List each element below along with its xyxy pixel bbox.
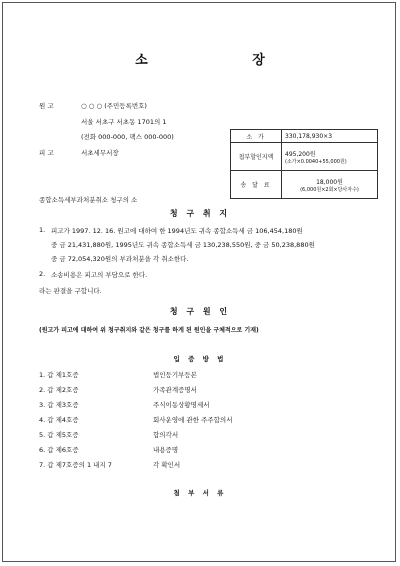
claim-line: 중 금 21,431,880원, 1995년도 귀속 종합소득세 금 130,238,550원, 중 금 50,238,880원 [51, 241, 315, 249]
table-value: 495,200원 (소가×0.0040+55,000원) [282, 143, 378, 171]
evidence-desc: 회사운영에 관한 주주합의서 [153, 416, 233, 424]
claim-closing: 라는 판결을 구합니다. [39, 287, 102, 295]
claim-line: 중 금 72,054,320원의 부과처분을 각 취소한다. [51, 255, 189, 263]
evidence-heading: 입 증 방 법 [173, 355, 227, 363]
plaintiff-name: ○ ○ ○ (주민등록번호) [81, 102, 147, 110]
table-key: 첩부할인지액 [231, 143, 282, 171]
list-item: 4. 갑 제4호증 [39, 416, 79, 424]
document-page [2, 2, 396, 562]
plaintiff-contact: (전화 000-000, 팩스 000-000) [81, 133, 174, 141]
claim-item-num: 1. [39, 226, 46, 234]
cause-note: (원고가 피고에 대하여 위 청구취지와 같은 청구를 하게 된 원인을 구체적으로 기재) [39, 327, 259, 334]
list-item: 3. 갑 제3호증 [39, 401, 79, 409]
evidence-desc: 주식이동상황명세서 [153, 401, 210, 409]
list-item: 7. 갑 제7호증의 1 내지 7 [39, 461, 112, 469]
table-key: 송 달 료 [231, 171, 282, 199]
claim-line: 소송비용은 피고의 부담으로 한다. [51, 271, 148, 279]
claim-heading: 청 구 취 지 [169, 209, 231, 218]
evidence-desc: 각 확인서 [153, 461, 181, 469]
fee-info-table [230, 129, 378, 199]
list-item: 1. 갑 제1호증 [39, 371, 79, 379]
list-item: 6. 갑 제6호증 [39, 446, 79, 454]
table-row [231, 171, 378, 199]
defendant-name: 서초세무서장 [81, 149, 119, 157]
attachments-heading: 첨 부 서 류 [173, 489, 227, 497]
list-item: 2. 갑 제2호증 [39, 386, 79, 394]
table-value: 330,178,930×3 [282, 130, 378, 143]
list-item: 5. 갑 제5호증 [39, 431, 79, 439]
claim-item-num: 2. [39, 270, 46, 278]
claim-line: 피고가 1997. 12. 16. 원고에 대하여 한 1994년도 귀속 종합소득세 금 106,454,180원 [51, 227, 303, 235]
plaintiff-label: 원 고 [39, 102, 54, 110]
table-value: 18,000원 (6,000원×2회×당사자수) [282, 171, 378, 199]
table-row [231, 130, 378, 143]
cause-heading: 청 구 원 인 [169, 307, 231, 316]
evidence-desc: 법인등기부등본 [153, 371, 197, 379]
evidence-desc: 합의각서 [153, 431, 179, 439]
defendant-label: 피 고 [39, 149, 54, 157]
table-key: 소 가 [231, 130, 282, 143]
evidence-desc: 내용증명 [153, 446, 179, 454]
evidence-desc: 가족관계증명서 [153, 386, 197, 394]
table-row [231, 143, 378, 171]
document-title: 소 장 [135, 53, 315, 68]
plaintiff-address: 서울 서초구 서초동 1701의 1 [81, 118, 167, 126]
case-name: 종합소득세부과처분취소 청구의 소 [39, 196, 138, 204]
